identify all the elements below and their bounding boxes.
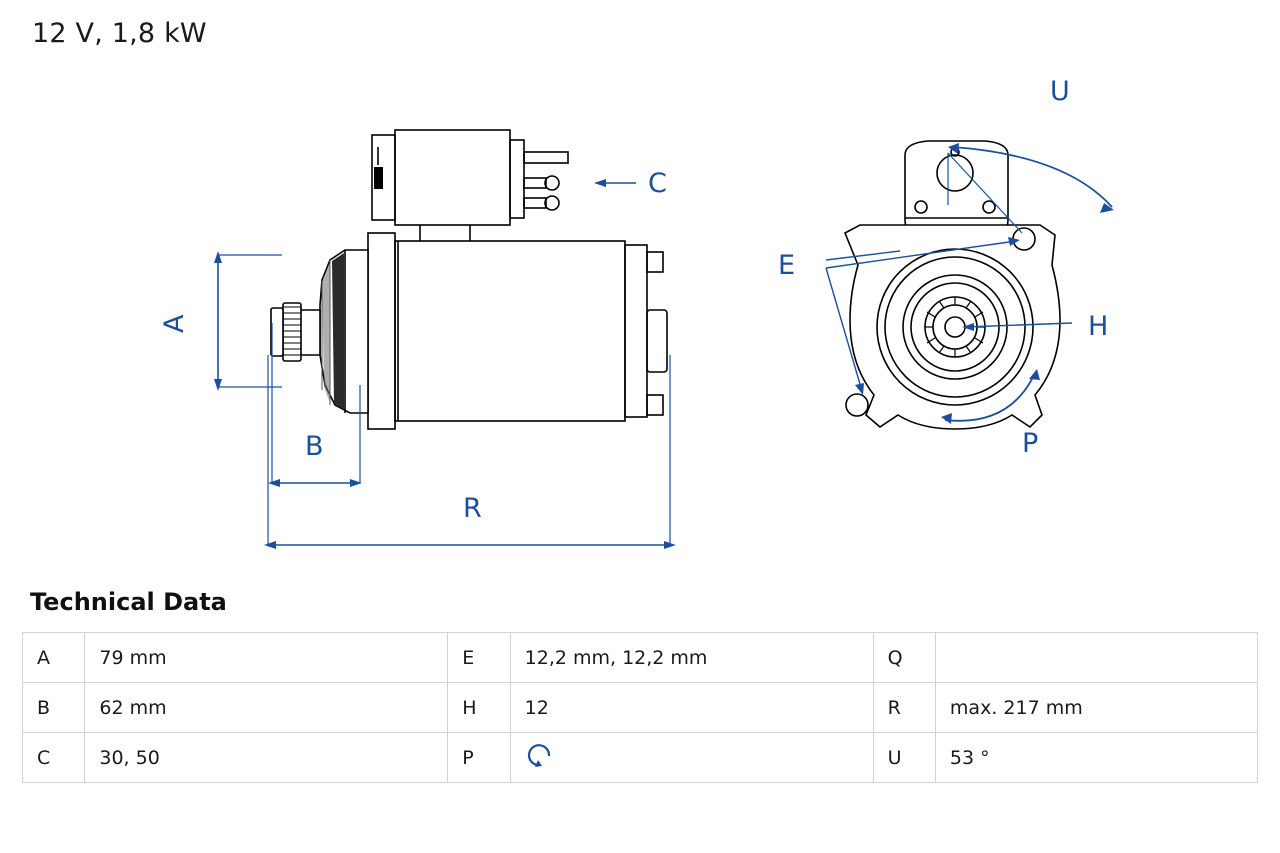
- row-key-b: B: [23, 683, 85, 733]
- row-value-b: 62 mm: [85, 683, 448, 733]
- dimension-label-b: B: [305, 431, 324, 462]
- row-key-r: R: [873, 683, 935, 733]
- row-key-a: A: [23, 633, 85, 683]
- row-value-r: max. 217 mm: [935, 683, 1257, 733]
- row-value-a: 79 mm: [85, 633, 448, 683]
- row-key-h: H: [448, 683, 510, 733]
- row-value-p: [510, 733, 873, 783]
- table-row: [23, 683, 1258, 733]
- row-key-c: C: [23, 733, 85, 783]
- dimension-label-c: C: [648, 168, 667, 199]
- dimension-label-h: H: [1088, 311, 1109, 342]
- dimension-label-e: E: [778, 250, 796, 281]
- page-title: 12 V, 1,8 kW: [32, 18, 207, 49]
- row-value-h: 12: [510, 683, 873, 733]
- dimension-label-u: U: [1050, 76, 1070, 107]
- dimension-label-r: R: [463, 493, 482, 524]
- row-key-u: U: [873, 733, 935, 783]
- row-key-q: Q: [873, 633, 935, 683]
- table-row: [23, 733, 1258, 783]
- row-value-q: [935, 633, 1257, 683]
- row-value-u: 53 °: [935, 733, 1257, 783]
- starter-motor-drawing: [0, 55, 1280, 575]
- technical-data-heading: Technical Data: [30, 588, 227, 616]
- table-row: [23, 633, 1258, 683]
- dimension-label-a: A: [159, 314, 190, 333]
- row-key-e: E: [448, 633, 510, 683]
- rotation-arrow-icon: [525, 740, 555, 775]
- dimension-label-p: P: [1022, 428, 1039, 459]
- technical-data-table: [22, 632, 1258, 783]
- row-value-e: 12,2 mm, 12,2 mm: [510, 633, 873, 683]
- row-value-c: 30, 50: [85, 733, 448, 783]
- row-key-p: P: [448, 733, 510, 783]
